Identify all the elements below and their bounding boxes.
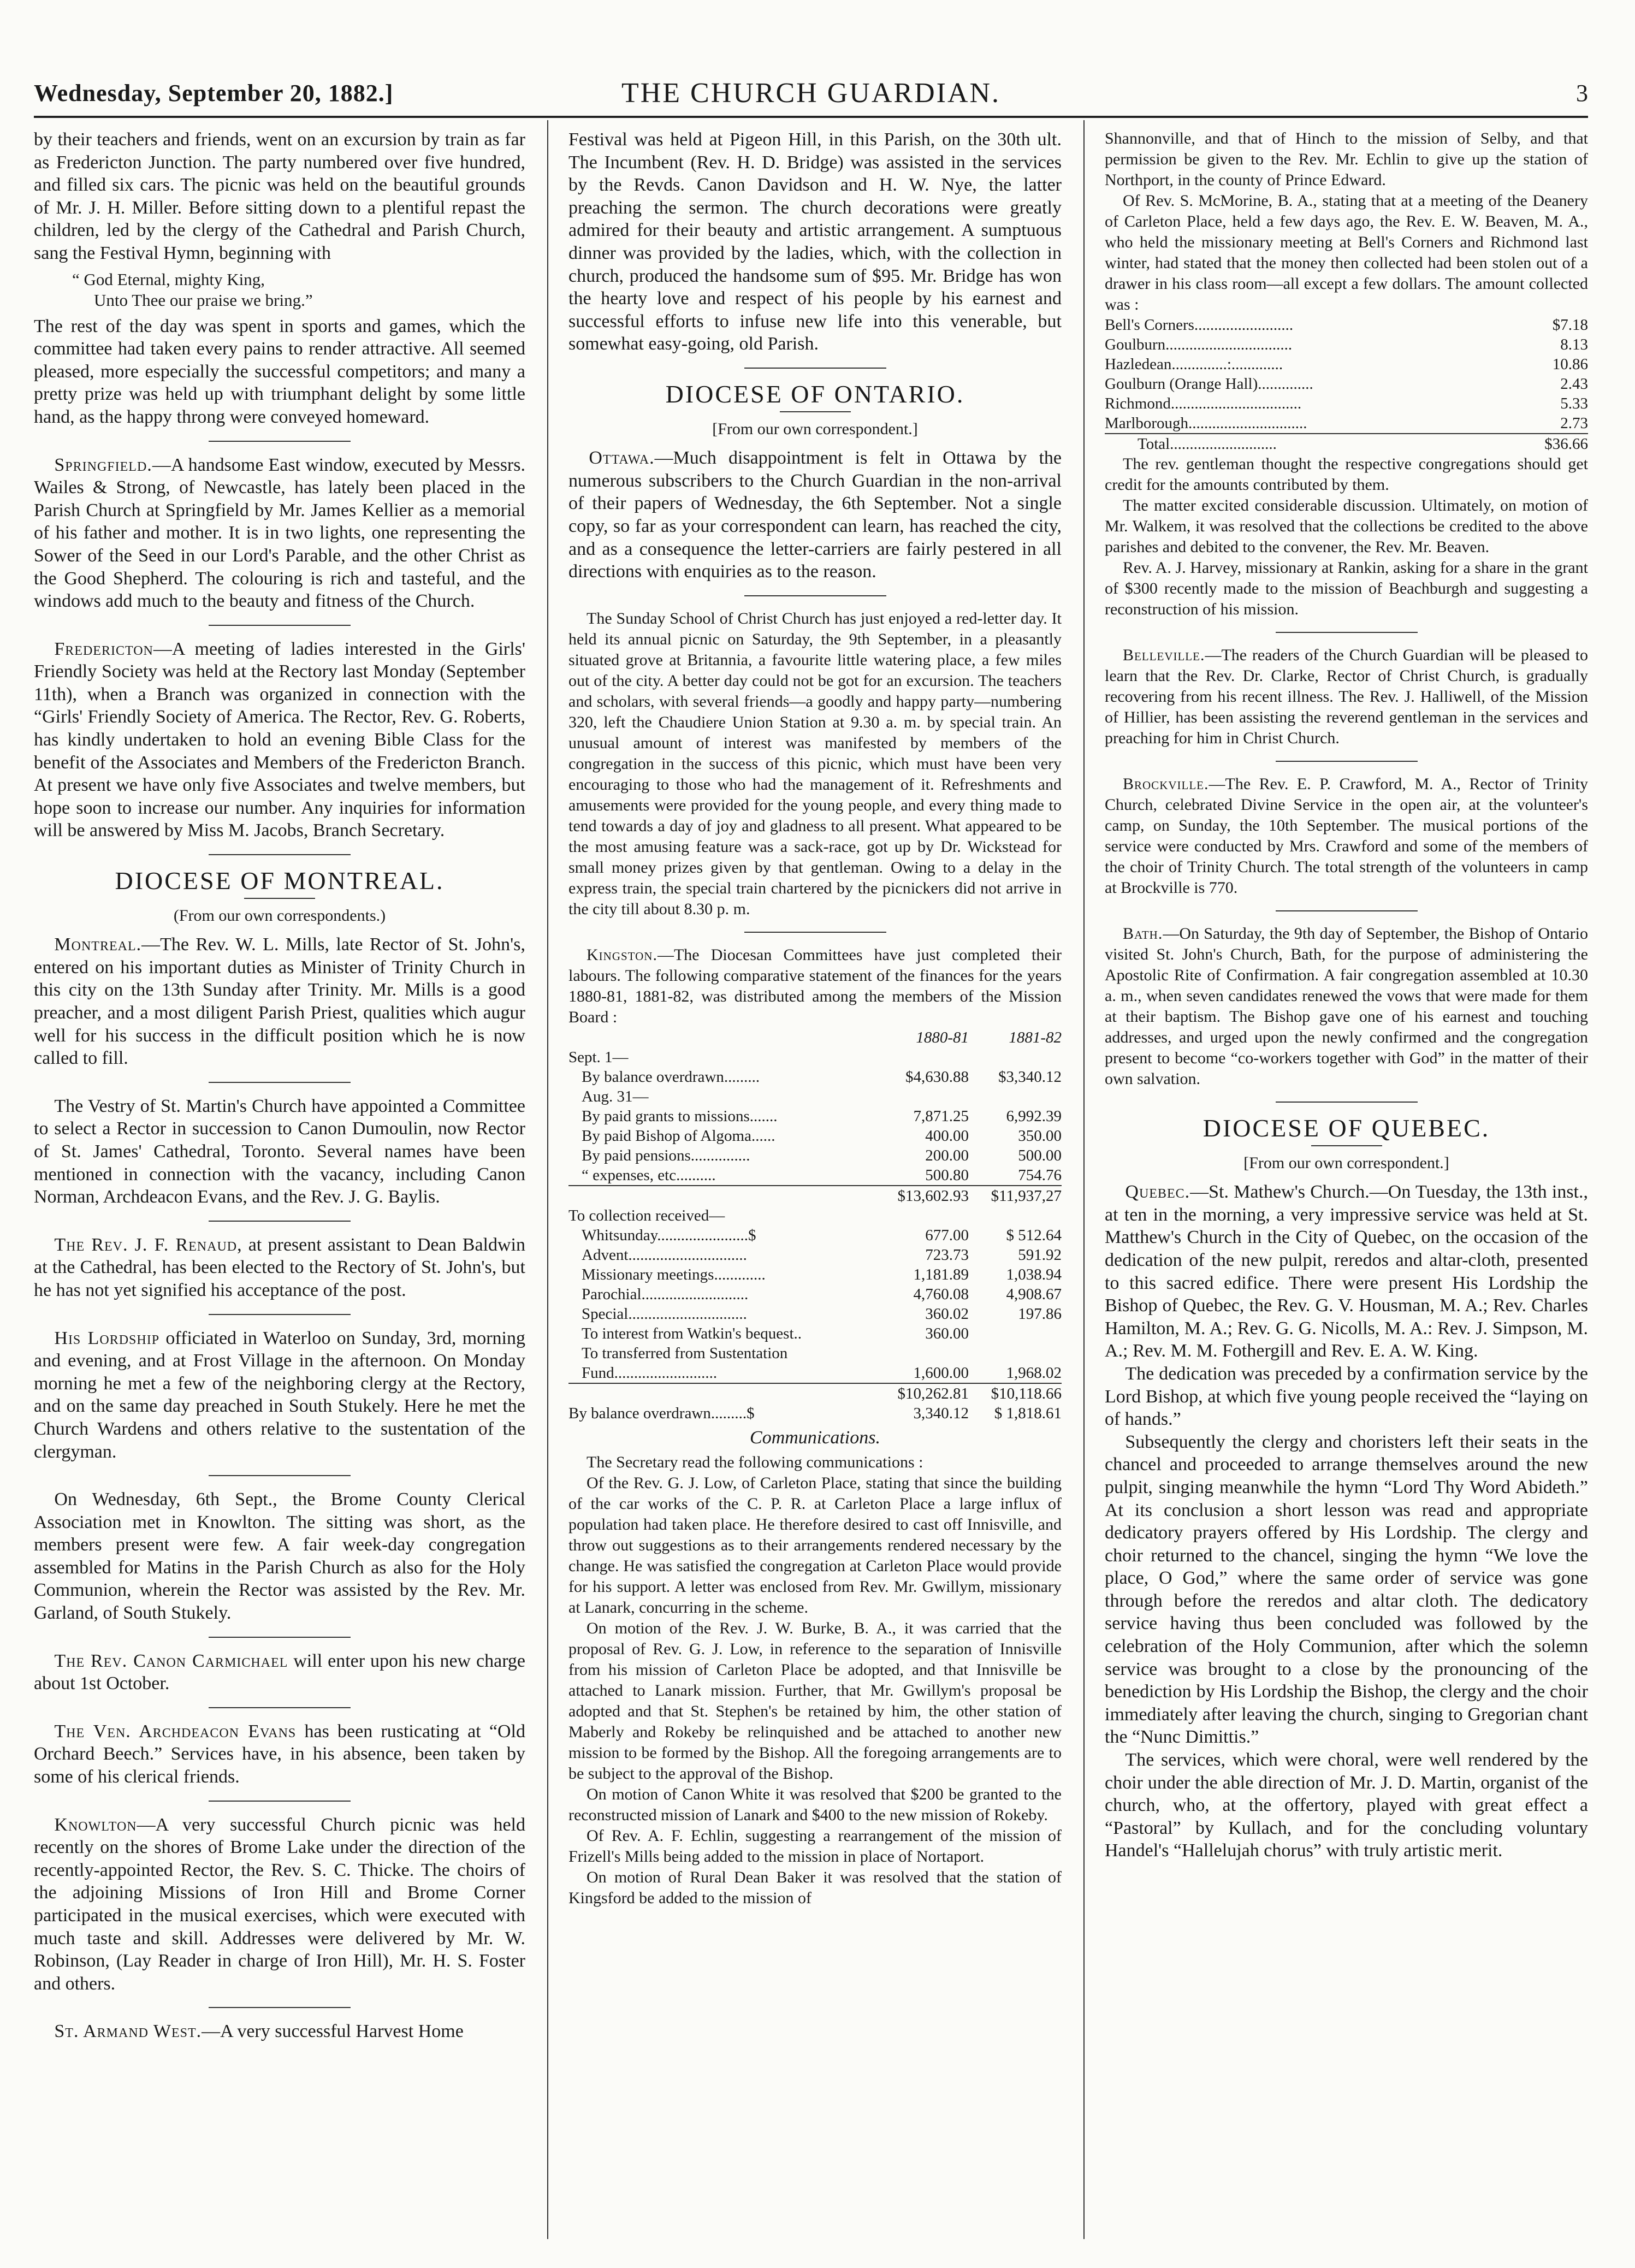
row-label: By paid Bishop of Algoma...... — [582, 1127, 775, 1145]
table-row — [568, 1146, 1062, 1165]
article-text: has been rusticating at “Old Orchard Beech.” Services have, in his absence, been taken by some of his clerical friends. — [34, 1721, 525, 1787]
separator-rule — [209, 2007, 351, 2008]
row-label: Fund.......................... — [582, 1364, 718, 1382]
article-paragraph — [34, 933, 525, 1070]
dateline: Fredericton — [54, 638, 153, 659]
article-paragraph: On motion of Rural Dean Baker it was resolved that the station of Kingsford be added to the mission of — [568, 1868, 1062, 1908]
article-paragraph: The rev. gentleman thought the respective congregations should get credit for the amounts contributed by them. — [1105, 455, 1588, 494]
row-value: 4,760.08 — [913, 1285, 969, 1303]
total-value: $36.66 — [1495, 434, 1588, 454]
article-paragraph: Subsequently the clergy and choristers left their seats in the chancel and proceeded to arrange themselves around the new pulpit, singing meanwhile the hymn “Lord Thy Word Abideth.” At its conclusion a short lesson was read and appropriate dedicatory prayers offered by His Lordship. The clergy and choir returned to the chancel, singing the hymn “We love the place, O God,” where the same order of service was gone through before the reredos and altar cloth. The dedicatory service having thus been concluded was followed by the celebration of the Holy Communion, after which the solemn service was brought to a close by the pronouncing of the benediction by His Lordship the Bishop, the clergy and the choir immediately after leaving the church, singing to Gregorian chant the “Nunc Dimittis.” — [1105, 1431, 1588, 1748]
separator-rule — [209, 1637, 351, 1638]
row-label: By paid grants to missions....... — [582, 1107, 778, 1125]
row-value: 400.00 — [925, 1127, 969, 1145]
separator-rule — [1276, 910, 1418, 911]
article-paragraph — [34, 1234, 525, 1302]
article-paragraph — [34, 454, 525, 613]
separator-rule — [209, 1082, 351, 1083]
row-value: 1,038.94 — [1006, 1265, 1062, 1283]
row-label: Goulburn (Orange Hall).............. — [1105, 375, 1313, 393]
hymn-line: “ God Eternal, mighty King, — [72, 269, 265, 289]
table-row — [568, 1047, 1062, 1067]
separator-rule — [209, 625, 351, 626]
row-value — [969, 1343, 1062, 1363]
table-row — [568, 1404, 1062, 1423]
row-label: “ expenses, etc.......... — [582, 1166, 716, 1184]
row-value: 350.00 — [1018, 1127, 1062, 1145]
article-paragraph: The Sunday School of Christ Church has just enjoyed a red-letter day. It held its annual picnic on Saturday, the 9th September, in a pleasantly situated grove at Britannia, a favourite little watering place, a few miles out of the city. A better day could not be got for an excursion. The teachers and scholars, with several friends—a goodly and happy party—numbering 320, left the Chaudiere Union Station at 9.30 a. m. by special train. An unusual amount of interest was manifested by members of the congregation in the success of this picnic, which must have been very encouraging to those who had the management of it. Refreshments and amusements were provided for the young people, and every thing made to tend towards a day of joy and gladness to all present. What appeared to be the most amusing feature was a sack-race, got up by Dr. Wickstead for small money prizes given by that gentleman. Owing to a delay in the express train, the special train chartered by the picnickers did not arrive in the city till about 8.30 p. m. — [568, 609, 1062, 918]
separator-rule — [744, 932, 886, 933]
table-total-row — [1105, 434, 1588, 454]
table-total-row — [568, 1383, 1062, 1404]
table-row — [568, 1067, 1062, 1087]
row-value: 2.73 — [1560, 414, 1588, 432]
table-row — [568, 1126, 1062, 1146]
article-paragraph — [34, 1720, 525, 1789]
dateline: The Rev. J. F. Renaud, — [54, 1234, 242, 1255]
table-row — [1105, 394, 1588, 413]
article-text: will enter upon his new charge about 1st October. — [34, 1650, 525, 1694]
table-row — [568, 1087, 1062, 1106]
dateline: Ottawa. — [589, 448, 655, 469]
row-label: Goulburn................................ — [1105, 336, 1293, 353]
page-number: 3 — [1576, 80, 1588, 106]
table-row — [1105, 354, 1588, 374]
hymn-quote — [72, 269, 525, 311]
dateline: Springfield. — [54, 454, 152, 475]
table-row — [568, 1324, 1062, 1343]
separator-rule — [209, 1475, 351, 1476]
article-paragraph: The dedication was preceded by a confirmation service by the Lord Bishop, at which five young people received the “laying on of hands.” — [1105, 1363, 1588, 1430]
separator-rule — [209, 1707, 351, 1708]
subsection-heading: Communications. — [750, 1427, 880, 1448]
table-row — [1105, 335, 1588, 354]
section-subheading: [From our own correspondent.] — [712, 419, 918, 438]
table-row — [1105, 413, 1588, 434]
row-label: By paid pensions............... — [582, 1146, 750, 1164]
row-label: To collection received— — [568, 1206, 725, 1224]
heading-rule — [244, 898, 315, 899]
section-subheading: [From our own correspondent.] — [1243, 1153, 1449, 1172]
row-value: $7.18 — [1552, 316, 1588, 334]
row-value: 360.02 — [925, 1305, 969, 1323]
row-value: 723.73 — [925, 1246, 969, 1264]
row-label: By balance overdrawn.........$ — [568, 1404, 755, 1422]
row-value: 360.00 — [925, 1324, 969, 1342]
section-heading: DIOCESE OF ONTARIO. — [665, 380, 965, 408]
row-value: 500.00 — [1018, 1146, 1062, 1164]
row-value — [876, 1343, 969, 1363]
article-paragraph — [34, 1814, 525, 1995]
article-paragraph — [34, 638, 525, 842]
dateline: Kingston. — [587, 945, 657, 964]
row-label: Advent.............................. — [582, 1246, 747, 1264]
dateline: Quebec. — [1125, 1182, 1190, 1203]
row-value: 1,968.02 — [1006, 1364, 1062, 1382]
separator-rule — [1276, 1102, 1418, 1103]
row-value — [969, 1087, 1062, 1106]
article-paragraph: Of Rev. A. F. Echlin, suggesting a rearrangement of the mission of Frizell's Mills being added to the mission in place of Nortaport. — [568, 1827, 1062, 1866]
row-label: By balance overdrawn......... — [582, 1068, 760, 1086]
table-row — [568, 1106, 1062, 1126]
header-rule — [34, 116, 1588, 118]
table-row — [1105, 315, 1588, 335]
total-value: $11,937,27 — [969, 1186, 1062, 1206]
article-text: —A very successful Harvest Home — [202, 2021, 464, 2042]
row-label: Bell's Corners......................... — [1105, 316, 1294, 334]
article-text: at present assistant to Dean Baldwin at the Cathedral, has been elected to the Rectory of St. John's, but he has not yet signified his acceptance of the post. — [34, 1234, 525, 1300]
row-value: 677.00 — [925, 1226, 969, 1244]
article-paragraph — [568, 447, 1062, 583]
heading-rule — [780, 411, 851, 412]
table-row — [1105, 374, 1588, 394]
article-paragraph: Of the Rev. G. J. Low, of Carleton Place, stating that since the building of the car works of the C. P. R. at Carleton Place a large influx of population had taken place. He therefore desired to cast off Innisville, and throw out suggestions as to their arrangements rendered necessary by the change. He was satisfied the congregation at Carleton Place would provide for his support. A letter was enclosed from Rev. Mr. Gwillym, missionary at Lanark, concurring in the scheme. — [568, 1474, 1062, 1617]
row-value: 591.92 — [1018, 1246, 1062, 1264]
article-paragraph — [1105, 923, 1588, 1089]
dateline: Brockville. — [1123, 775, 1209, 793]
row-label: To interest from Watkin's bequest.. — [582, 1324, 802, 1342]
row-value: 1,181.89 — [913, 1265, 969, 1283]
row-label: Special.............................. — [582, 1305, 747, 1323]
separator-rule — [1276, 632, 1418, 633]
article-paragraph: Rev. A. J. Harvey, missionary at Rankin, asking for a share in the grant of $300 recently made to the mission of Beachburgh and suggesting a reconstruction of his mission. — [1105, 559, 1588, 618]
row-label: Marlborough.............................. — [1105, 414, 1307, 432]
row-value — [969, 1324, 1062, 1343]
article-paragraph: On Wednesday, 6th Sept., the Brome County Clerical Association met in Knowlton. The sitting was short, as the members present were few. A fair week-day congregation assembled for Matins in the Parish Church as also for the Holy Communion, wherein the Rector was assisted by the Rev. Mr. Garland, of South Stukely. — [34, 1489, 525, 1624]
article-text: officiated in Waterloo on Sunday, 3rd, morning and evening, and at Frost Village in the afternoon. On Monday morning he met a few of the neighboring clergy at the Rectory, and on the same day preached in South Stukely. Here he met the Church Wardens and others relative to the sustentation of the clergyman. — [34, 1328, 525, 1462]
dateline: Knowlton — [54, 1814, 137, 1835]
article-paragraph: Shannonville, and that of Hinch to the mission of Selby, and that permission be given to the Rev. Mr. Echlin to give up the station of Northport, in the county of Prince Edward. — [1105, 129, 1588, 189]
article-paragraph: The rest of the day was spent in sports and games, which the committee had taken every pains to render attractive. All seemed pleased, more especially the successful competitors; and many a pretty prize was held up with triumphant delight by some little hand, as the happy throng were conveyed homeward. — [34, 316, 525, 427]
table-row — [568, 1265, 1062, 1284]
dateline: His Lordship — [54, 1328, 160, 1348]
column-divider — [1083, 120, 1085, 2239]
row-value: 5.33 — [1560, 395, 1588, 412]
dateline: The Rev. Canon Carmichael — [54, 1650, 288, 1671]
table-row — [568, 1225, 1062, 1245]
separator-rule — [209, 1314, 351, 1315]
row-value: $4,630.88 — [905, 1068, 969, 1086]
row-value: 4,908.67 — [1006, 1285, 1062, 1303]
separator-rule — [744, 595, 886, 596]
row-value — [876, 1087, 969, 1106]
separator-rule — [1276, 761, 1418, 762]
article-text: —St. Mathew's Church.—On Tuesday, the 13th inst., at ten in the morning, a very impressive service was held at St. Matthew's Church in the City of Quebec, on the occasion of the dedication of the new pulpit, reredos and altar-cloth, presented to this sacred edifice. There were present His Lordship the Bishop of Quebec, the Rev. G. V. Housman, M. A.; Rev. Charles Hamilton, M. A.; Rev. G. G. Nicolls, M. A.: Rev. J. Simpson, M. A.; Rev. M. M. Fothergill and Rev. E. A. W. King. — [1105, 1182, 1588, 1361]
article-paragraph — [1105, 1181, 1588, 1363]
article-paragraph: Of Rev. S. McMorine, B. A., stating that at a meeting of the Deanery of Carleton Place, held a few days ago, the Rev. E. W. Beaven, M. A., who held the missionary meeting at Bell's Corners and Richmond last winter, had stated that the money then collected had been stolen out of a drawer in his class room—all except a few dollars. The amount collected was : — [1105, 192, 1588, 313]
row-value: 7,871.25 — [913, 1107, 969, 1125]
row-value: 8.13 — [1560, 336, 1588, 353]
article-paragraph: On motion of the Rev. J. W. Burke, B. A., it was carried that the proposal of Rev. G. J. Low, in reference to the separation of Innisville from his mission of Carleton Place be adopted, and that Innisville be attached to Lanark mission. Further, that Mr. Gwillym's proposal be adopted and that St. Stephen's be retained by him, the other station of Maberly and Rokeby be relinquished and be attached to another new mission to be formed by the Bishop. All the foregoing arrangements are to be subject to the approval of the Bishop. — [568, 1619, 1062, 1783]
table-row — [568, 1363, 1062, 1383]
column-divider — [547, 120, 548, 2239]
dateline: Bath. — [1123, 925, 1163, 943]
table-total-row — [568, 1186, 1062, 1206]
row-value: 3,340.12 — [913, 1404, 969, 1422]
table-row — [568, 1245, 1062, 1265]
article-paragraph: The Secretary read the following communications : — [587, 1453, 923, 1472]
article-paragraph: by their teachers and friends, went on an excursion by train as far as Fredericton Junction. The party numbered over five hundred, and filled six cars. The picnic was held on the beautiful grounds of Mr. J. H. Miller. Before sitting down to a plentiful repast the children, led by the clergy of the Cathedral and Parish Church, sang the Festival Hymn, beginning with — [34, 129, 525, 263]
row-label: Richmond................................. — [1105, 395, 1302, 412]
dateline: St. Armand West. — [54, 2021, 202, 2042]
total-value: $13,602.93 — [876, 1186, 969, 1206]
row-label: Whitsunday.......................$ — [582, 1226, 756, 1244]
article-paragraph — [1105, 645, 1588, 749]
hymn-line: Unto Thee our praise we bring.” — [94, 290, 313, 310]
dateline: Montreal. — [54, 934, 142, 955]
table-cell — [568, 1028, 876, 1047]
row-label: To transferred from Sustentation — [582, 1344, 788, 1362]
article-paragraph: The matter excited considerable discussion. Ultimately, on motion of Mr. Walkem, it was resolved that the collections be credited to the above parishes and debited to the convener, the Rev. Mr. Beaven. — [1105, 496, 1588, 556]
section-heading: DIOCESE OF QUEBEC. — [1202, 1114, 1490, 1142]
article-paragraph: The Vestry of St. Martin's Church have appointed a Committee to select a Rector in succession to Canon Dumoulin, now Rector of St. James' Cathedral, Toronto. Several names have been mentioned in connection with the vacancy, including Canon Norman, Archdeacon Evans, and the Rev. J. G. Baylis. — [34, 1095, 525, 1207]
article-paragraph — [34, 1650, 525, 1695]
newspaper-title: THE CHURCH GUARDIAN. — [621, 78, 1001, 109]
article-paragraph — [34, 2020, 525, 2043]
article-paragraph — [34, 1327, 525, 1464]
column-2 — [568, 128, 1062, 2236]
article-text: —The Rev. W. L. Mills, late Rector of St. John's, entered on his important duties as Minister of Trinity Church in this city on the 13th Sunday after Trinity. Mr. Mills is a good preacher, and a most diligent Parish Priest, qualities which augur well for his success in the difficult position which he is now called to fill. — [34, 934, 525, 1069]
dateline: Belleville. — [1123, 646, 1205, 664]
table-row — [568, 1304, 1062, 1324]
article-text: —A meeting of ladies interested in the Girls' Friendly Society was held at the Rectory last Monday (September 11th), when a Branch was organized in connection with the “Girls' Friendly Society of America. The Rector, Rev. G. Roberts, has kindly undertaken to hold an evening Bible Class for the benefit of the Associates and Members of the Fredericton Branch. At present we have only five Associates and twelve members, but hope soon to increase our number. Any inquiries for information will be answered by Miss M. Jacobs, Branch Secretary. — [34, 638, 525, 841]
article-text: —The Diocesan Committees have just completed their labours. The following comparative statement of the finances for the years 1880-81, 1881-82, was distributed among the members of the Mission Board : — [568, 945, 1062, 1026]
row-label: Aug. 31— — [582, 1087, 649, 1105]
year-header: 1880-81 — [916, 1028, 969, 1046]
row-value: 200.00 — [925, 1146, 969, 1164]
separator-rule — [209, 1801, 351, 1802]
separator-rule — [209, 854, 351, 855]
row-value: 1,600.00 — [913, 1364, 969, 1382]
article-text: —A very successful Church picnic was held recently on the shores of Brome Lake under the direction of the recently-appointed Rector, the Rev. S. C. Thicke. The choirs of the adjoining Missions of Iron Hill and Brome Corner participated in the musical exercises, which were executed with much taste and skill. Addresses were delivered by Mr. W. Robinson, (Lay Reader in charge of Iron Hill), Mr. H. S. Foster and others. — [34, 1814, 525, 1994]
column-3 — [1105, 128, 1588, 2236]
separator-rule — [209, 441, 351, 442]
finance-table — [568, 1028, 1062, 1423]
issue-date: Wednesday, September 20, 1882.] — [34, 80, 394, 106]
row-label: Total........................... — [1105, 434, 1495, 454]
row-value: 10.86 — [1552, 356, 1588, 373]
article-paragraph — [568, 945, 1062, 1028]
row-value: 197.86 — [1018, 1305, 1062, 1323]
row-value: 500.80 — [925, 1166, 969, 1184]
column-1 — [34, 128, 525, 2236]
row-value: $3,340.12 — [998, 1068, 1062, 1086]
heading-rule — [1311, 1145, 1382, 1146]
collection-table — [1105, 315, 1588, 454]
row-label: Parochial........................... — [582, 1285, 749, 1303]
row-value: $ 512.64 — [1006, 1226, 1062, 1244]
article-text: —The Rev. E. P. Crawford, M. A., Rector of Trinity Church, celebrated Divine Service in the open air, at the volunteer's camp, on Sunday, the 10th September. The musical portions of the service were conducted by Mrs. Crawford and some of the members of the choir of Trinity Church. The total strength of the volunteers in camp at Brockville is 770. — [1105, 775, 1588, 897]
separator-rule — [744, 368, 886, 369]
masthead — [34, 74, 1588, 112]
row-label: Missionary meetings............. — [582, 1265, 766, 1283]
table-header-row — [568, 1028, 1062, 1047]
row-value: 754.76 — [1018, 1166, 1062, 1184]
row-label: Hazledean..............:............. — [1105, 356, 1283, 373]
section-heading: DIOCESE OF MONTREAL. — [115, 867, 445, 895]
table-row — [568, 1165, 1062, 1186]
table-row — [568, 1206, 1062, 1225]
table-row — [568, 1284, 1062, 1304]
article-text: —A handsome East window, executed by Messrs. Wailes & Strong, of Newcastle, has lately been placed in the Parish Church at Springfield by Mr. James Kellier as a memorial of his father and mother. It is in two lights, one representing the Sower of the Seed in our Lord's Parable, and the other Christ as the Good Shepherd. The colouring is rich and tasteful, and the windows add much to the beauty and fitness of the Church. — [34, 454, 525, 612]
article-text: —Much disappointment is felt in Ottawa by the numerous subscribers to the Church Guardian in the non-arrival of their papers of Wednesday, the 6th September. Not a single copy, so far as your correspondent can learn, has reached the city, and as a consequence the letter-carriers are fairly pestered in all directions with enquiries as to the reason. — [568, 448, 1062, 582]
separator-rule — [209, 1221, 351, 1222]
article-paragraph: On motion of Canon White it was resolved that $200 be granted to the reconstructed mission of Lanark and $400 to the new mission of Rokeby. — [568, 1785, 1062, 1825]
article-paragraph: Festival was held at Pigeon Hill, in this Parish, on the 30th ult. The Incumbent (Rev. H. D. Bridge) was assisted in the services by the Revds. Canon Davidson and H. W. Nye, the latter preaching the sermon. The church decorations were greatly admired for their beauty and artistic arrangement. A sumptuous dinner was provided by the ladies, which, with the collection in church, produced the handsome sum of $95. Mr. Bridge has won the hearty love and respect of his people by his earnest and successful efforts to infuse new life into this venerable, but somewhat easy-going, old Parish. — [568, 129, 1062, 354]
row-label: Sept. 1— — [568, 1048, 629, 1066]
article-paragraph: The services, which were choral, were well rendered by the choir under the able direction of Mr. J. D. Martin, organist of the church, who, at the offertory, played with great effect a “Pastoral” by Kullach, and for the concluding voluntary Handel's “Hallelujah chorus” with truly artistic merit. — [1105, 1750, 1588, 1861]
section-subheading: (From our own correspondents.) — [173, 906, 386, 925]
article-paragraph — [1105, 774, 1588, 898]
row-value: $ 1,818.61 — [994, 1404, 1062, 1422]
total-value: $10,262.81 — [876, 1383, 969, 1404]
article-text: —On Saturday, the 9th day of September, the Bishop of Ontario visited St. John's Church, Bath, for the purpose of administering the Apostolic Rite of Confirmation. A fair congregation assembled at 10.30 a. m., when seven candidates renewed the vows that were made for them at their baptism. The Bishop gave one of his earnest and touching addresses, and urged upon the newly confirmed and the congregation present to become “co-workers together with God” in the matter of their own salvation. — [1105, 925, 1588, 1088]
row-value: 6,992.39 — [1006, 1107, 1062, 1125]
year-header: 1881-82 — [1009, 1028, 1062, 1046]
total-value: $10,118.66 — [969, 1383, 1062, 1404]
article-text: —The readers of the Church Guardian will be pleased to learn that the Rev. Dr. Clarke, Rector of Christ Church, is gradually recovering from his recent illness. The Rev. J. Halliwell, of the Mission of Hillier, has been assisting the reverend gentleman in the services and preaching for him in Christ Church. — [1105, 646, 1588, 747]
dateline: The Ven. Archdeacon Evans — [54, 1721, 297, 1742]
table-row — [568, 1343, 1062, 1363]
row-value: 2.43 — [1560, 375, 1588, 393]
